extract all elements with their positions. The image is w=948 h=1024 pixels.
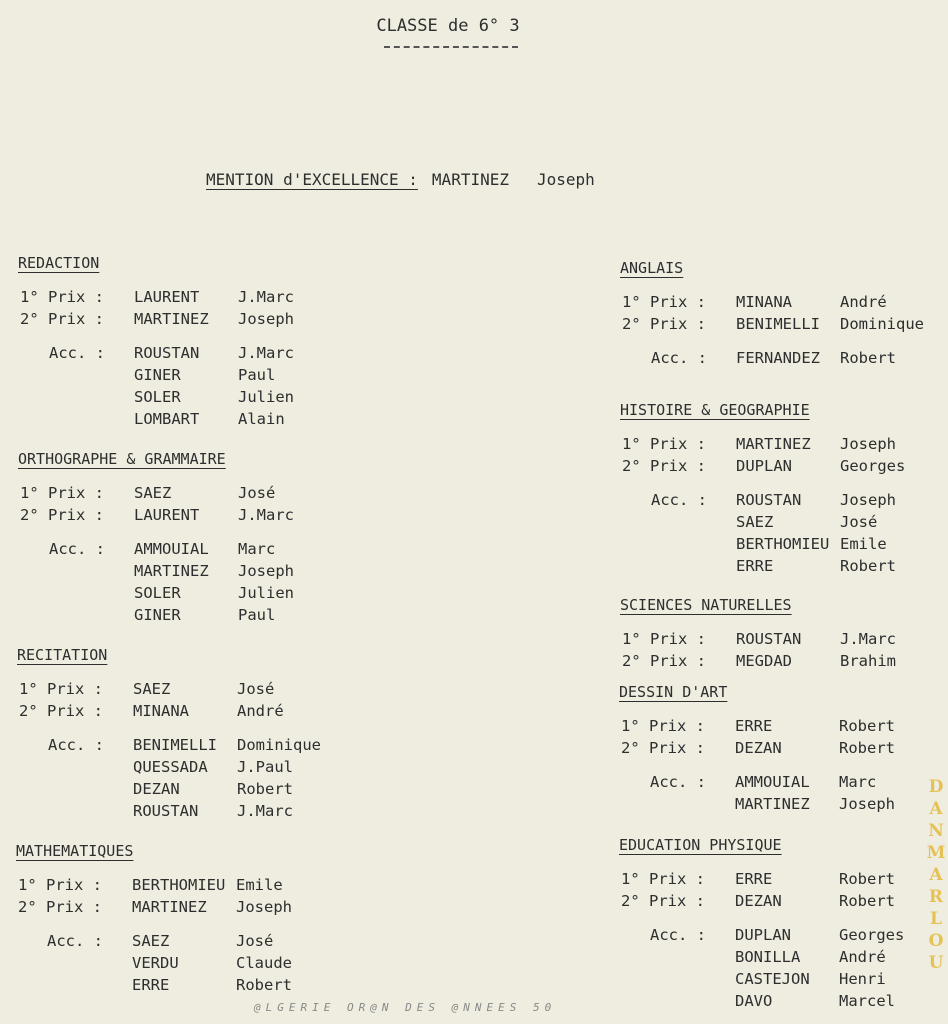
prize-surname: MINANA — [736, 293, 792, 311]
prize-surname: MARTINEZ — [132, 898, 207, 916]
section-title: REDACTION — [18, 254, 100, 272]
prize-rank: 1° Prix : — [622, 293, 706, 311]
prize-firstname: J.Marc — [238, 288, 294, 306]
section-sciences — [620, 596, 948, 674]
spacer — [16, 920, 346, 932]
accessit-row — [18, 344, 348, 366]
prize-rank: 2° Prix : — [622, 457, 706, 475]
accessit-firstname: Emile — [840, 535, 887, 553]
accessit-row — [18, 388, 348, 410]
accessit-label: Acc. : — [650, 773, 706, 791]
prize-row — [17, 680, 347, 702]
accessit-row — [619, 795, 948, 817]
prize-firstname: Robert — [839, 739, 895, 757]
accessit-label: Acc. : — [47, 932, 103, 950]
accessit-firstname: J.Paul — [237, 758, 293, 776]
prize-row — [18, 506, 348, 528]
accessit-firstname: Dominique — [237, 736, 321, 754]
accessit-firstname: Robert — [237, 780, 293, 798]
accessit-row — [18, 606, 348, 628]
accessit-row — [17, 802, 347, 824]
prize-firstname: Joseph — [840, 435, 896, 453]
accessit-row — [18, 366, 348, 388]
section-dessin — [619, 683, 948, 817]
accessit-surname: BONILLA — [735, 948, 801, 966]
prize-firstname: Emile — [236, 876, 283, 894]
section-title: ORTHOGRAPHE & GRAMMAIRE — [18, 450, 226, 468]
accessit-surname: GINER — [134, 606, 181, 624]
accessit-row — [18, 410, 348, 432]
accessit-row — [17, 736, 347, 758]
accessit-label: Acc. : — [650, 926, 706, 944]
accessit-firstname: J.Marc — [238, 344, 294, 362]
accessit-row — [17, 758, 347, 780]
prize-firstname: José — [237, 680, 275, 698]
section-education — [619, 836, 948, 1014]
prize-rank: 1° Prix : — [621, 870, 705, 888]
excellence-surname: MARTINEZ — [431, 170, 509, 189]
prize-rank: 2° Prix : — [622, 652, 706, 670]
section-histoire — [620, 401, 948, 579]
prize-surname: BENIMELLI — [736, 315, 820, 333]
prize-row — [18, 288, 348, 310]
accessit-surname: VERDU — [132, 954, 179, 972]
prize-row — [16, 898, 346, 920]
prize-row — [18, 310, 348, 332]
prize-surname: DEZAN — [735, 739, 782, 757]
prize-surname: DEZAN — [735, 892, 782, 910]
accessit-surname: SOLER — [134, 584, 181, 602]
section-title: SCIENCES NATURELLES — [620, 596, 792, 614]
accessit-row — [620, 513, 948, 535]
prize-row — [620, 457, 948, 479]
prize-firstname: Joseph — [236, 898, 292, 916]
prize-surname: MARTINEZ — [134, 310, 209, 328]
spacer — [18, 528, 348, 540]
accessit-row — [16, 932, 346, 954]
prize-rank: 2° Prix : — [621, 739, 705, 757]
accessit-surname: GINER — [134, 366, 181, 384]
accessit-label: Acc. : — [48, 736, 104, 754]
prize-firstname: André — [237, 702, 284, 720]
accessit-row — [18, 562, 348, 584]
spacer — [619, 914, 948, 926]
prize-row — [620, 293, 948, 315]
accessit-label: Acc. : — [651, 349, 707, 367]
prize-rank: 2° Prix : — [18, 898, 102, 916]
accessit-row — [18, 540, 348, 562]
prize-surname: MINANA — [133, 702, 189, 720]
prize-firstname: André — [840, 293, 887, 311]
prize-rank: 1° Prix : — [621, 717, 705, 735]
accessit-surname: AMMOUIAL — [134, 540, 209, 558]
accessit-firstname: José — [236, 932, 274, 950]
accessit-surname: SOLER — [134, 388, 181, 406]
prize-surname: BERTHOMIEU — [132, 876, 226, 894]
section-redaction — [18, 254, 348, 432]
section-title: ANGLAIS — [620, 259, 684, 277]
prize-row — [620, 315, 948, 337]
accessit-row — [620, 491, 948, 513]
prize-surname: LAURENT — [134, 288, 200, 306]
accessit-firstname: Julien — [238, 388, 294, 406]
prize-firstname: Joseph — [238, 310, 294, 328]
prize-rank: 1° Prix : — [20, 288, 104, 306]
accessit-label: Acc. : — [49, 344, 105, 362]
spacer — [17, 724, 347, 736]
accessit-firstname: Claude — [236, 954, 292, 972]
accessit-firstname: Alain — [238, 410, 285, 428]
accessit-surname: ROUSTAN — [133, 802, 199, 820]
accessit-firstname: José — [840, 513, 878, 531]
spacer — [620, 337, 948, 349]
prize-firstname: Georges — [840, 457, 906, 475]
prize-row — [18, 484, 348, 506]
section-title: HISTOIRE & GEOGRAPHIE — [620, 401, 810, 419]
accessit-label: Acc. : — [651, 491, 707, 509]
accessit-row — [619, 926, 948, 948]
title-divider — [384, 46, 518, 48]
accessit-surname: ROUSTAN — [736, 491, 802, 509]
accessit-row — [18, 584, 348, 606]
prize-row — [619, 870, 948, 892]
prize-surname: MEGDAD — [736, 652, 792, 670]
accessit-row — [619, 773, 948, 795]
prize-surname: ERRE — [735, 717, 773, 735]
accessit-row — [620, 557, 948, 579]
accessit-firstname: Julien — [238, 584, 294, 602]
accessit-surname: ERRE — [736, 557, 774, 575]
prize-firstname: Robert — [839, 870, 895, 888]
accessit-surname: DEZAN — [133, 780, 180, 798]
accessit-surname: BENIMELLI — [133, 736, 217, 754]
accessit-firstname: Joseph — [839, 795, 895, 813]
accessit-firstname: Robert — [236, 976, 292, 994]
prize-rank: 2° Prix : — [20, 506, 104, 524]
accessit-firstname: Paul — [238, 606, 276, 624]
accessit-firstname: Paul — [238, 366, 276, 384]
prize-firstname: J.Marc — [840, 630, 896, 648]
prize-rank: 1° Prix : — [18, 876, 102, 894]
accessit-firstname: Joseph — [238, 562, 294, 580]
prize-firstname: José — [238, 484, 276, 502]
accessit-firstname: Henri — [839, 970, 886, 988]
spacer — [619, 761, 948, 773]
prize-firstname: Dominique — [840, 315, 924, 333]
accessit-surname: LOMBART — [134, 410, 200, 428]
prize-firstname: Robert — [839, 717, 895, 735]
accessit-row — [16, 976, 346, 998]
accessit-firstname: Georges — [839, 926, 905, 944]
accessit-surname: FERNANDEZ — [736, 349, 820, 367]
prize-rank: 2° Prix : — [621, 892, 705, 910]
accessit-surname: SAEZ — [736, 513, 774, 531]
accessit-firstname: André — [839, 948, 886, 966]
prize-row — [17, 702, 347, 724]
accessit-surname: MARTINEZ — [134, 562, 209, 580]
section-recitation — [17, 646, 347, 824]
accessit-row — [620, 349, 948, 371]
accessit-row — [619, 970, 948, 992]
accessit-firstname: Marc — [839, 773, 877, 791]
accessit-surname: BERTHOMIEU — [736, 535, 830, 553]
accessit-firstname: Robert — [840, 557, 896, 575]
prize-row — [619, 739, 948, 761]
section-mathematiques — [16, 842, 346, 998]
accessit-surname: CASTEJON — [735, 970, 810, 988]
section-title: EDUCATION PHYSIQUE — [619, 836, 782, 854]
prize-firstname: Brahim — [840, 652, 896, 670]
prize-surname: ERRE — [735, 870, 773, 888]
prize-surname: ROUSTAN — [736, 630, 802, 648]
spacer — [18, 332, 348, 344]
prize-rank: 2° Prix : — [20, 310, 104, 328]
accessit-row — [16, 954, 346, 976]
accessit-row — [619, 992, 948, 1014]
accessit-row — [620, 535, 948, 557]
prize-surname: DUPLAN — [736, 457, 792, 475]
prize-firstname: J.Marc — [238, 506, 294, 524]
accessit-label: Acc. : — [49, 540, 105, 558]
accessit-firstname: J.Marc — [237, 802, 293, 820]
excellence-label: MENTION d'EXCELLENCE : — [206, 170, 418, 189]
section-orthographe — [18, 450, 348, 628]
prize-surname: LAURENT — [134, 506, 200, 524]
watermark: DANMARLOU — [926, 777, 946, 973]
accessit-surname: QUESSADA — [133, 758, 208, 776]
prize-surname: SAEZ — [134, 484, 172, 502]
prize-row — [619, 892, 948, 914]
accessit-surname: MARTINEZ — [735, 795, 810, 813]
accessit-surname: DUPLAN — [735, 926, 791, 944]
mention-excellence — [206, 170, 595, 189]
accessit-firstname: Robert — [840, 349, 896, 367]
prize-row — [620, 652, 948, 674]
section-title: MATHEMATIQUES — [16, 842, 134, 860]
prize-row — [16, 876, 346, 898]
footer-credit: @LGERIE OR@N DES @NNEES 50 — [254, 1001, 557, 1014]
accessit-surname: AMMOUIAL — [735, 773, 810, 791]
prize-rank: 1° Prix : — [622, 630, 706, 648]
accessit-firstname: Marc — [238, 540, 276, 558]
accessit-firstname: Marcel — [839, 992, 895, 1010]
prize-rank: 2° Prix : — [622, 315, 706, 333]
prize-row — [619, 717, 948, 739]
prize-rank: 1° Prix : — [20, 484, 104, 502]
excellence-firstname: Joseph — [536, 170, 595, 189]
accessit-surname: ROUSTAN — [134, 344, 200, 362]
prize-surname: MARTINEZ — [736, 435, 811, 453]
accessit-surname: DAVO — [735, 992, 773, 1010]
prize-rank: 1° Prix : — [622, 435, 706, 453]
prize-rank: 1° Prix : — [19, 680, 103, 698]
prize-row — [620, 630, 948, 652]
prize-rank: 2° Prix : — [19, 702, 103, 720]
accessit-surname: ERRE — [132, 976, 170, 994]
prize-firstname: Robert — [839, 892, 895, 910]
accessit-firstname: Joseph — [840, 491, 896, 509]
spacer — [620, 479, 948, 491]
accessit-surname: SAEZ — [132, 932, 170, 950]
page-title: CLASSE de 6° 3 — [376, 16, 520, 36]
section-title: DESSIN D'ART — [619, 683, 728, 701]
prize-row — [620, 435, 948, 457]
accessit-row — [17, 780, 347, 802]
section-title: RECITATION — [17, 646, 108, 664]
accessit-row — [619, 948, 948, 970]
section-anglais — [620, 259, 948, 371]
prize-surname: SAEZ — [133, 680, 171, 698]
